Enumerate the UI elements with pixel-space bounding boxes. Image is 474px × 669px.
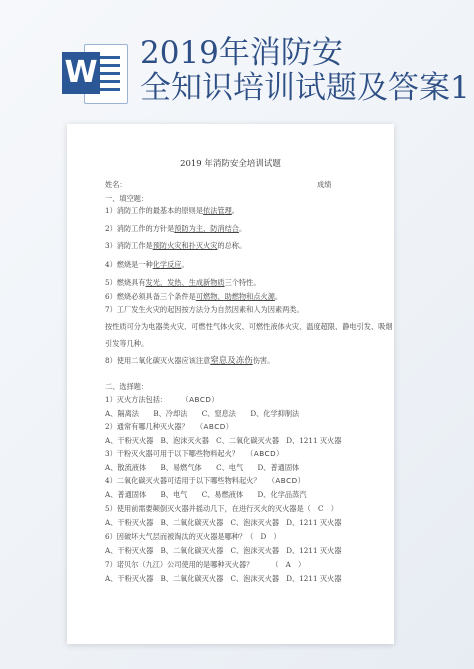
question-7: 7）工厂发生火灾的起因按方法分为自然因素和人为因素两类。 bbox=[105, 305, 304, 314]
section-fill-blank: 一、填空题： bbox=[105, 194, 149, 203]
choice-5: 5）使用前需要颠倒灭火器并摇动几下，在进行灭火的灭火器是（ C ） bbox=[105, 504, 338, 513]
q2-answer: 预防为主、防消结合 bbox=[174, 224, 239, 233]
q5-answer: 发光、发热、生成新物质 bbox=[145, 278, 225, 287]
document-title: 2019 年消防安全培训试题 bbox=[180, 159, 281, 169]
choice-7-options: A、干粉灭火器 B、二氧化碳灭火器 C、泡沫灭火器 D、1211 灭火器 bbox=[105, 574, 342, 583]
c1-text: 1）灭火方法包括： bbox=[105, 395, 168, 404]
c4-text: 4）二氧化碳灭火器可适用于以下哪些物料起火？ bbox=[105, 476, 261, 485]
q8-text: 8）使用二氧化碳灭火器应该注意 bbox=[105, 356, 211, 365]
choice-6-options: A、干粉灭火器 B、二氧化碳灭火器 C、泡沫灭火器 D、1211 灭火器 bbox=[105, 546, 342, 555]
choice-2-options: A、干粉灭火器 B、泡沫灭火器 C、二氧化碳灭火器 D、1211 灭火器 bbox=[105, 436, 342, 445]
c2-text: 2）通常有哪几种灭火器？ bbox=[105, 422, 189, 431]
word-document-icon bbox=[62, 40, 128, 104]
q1-text: 1）消防工作的最基本的原则是 bbox=[105, 206, 204, 215]
q1-answer: 依法管理 bbox=[203, 206, 232, 215]
q6-end: 。 bbox=[274, 292, 283, 301]
c4-answer: （ABCD） bbox=[267, 476, 306, 485]
choice-1 bbox=[105, 395, 219, 404]
question-8 bbox=[105, 356, 274, 366]
c3-answer: （ABCD） bbox=[246, 449, 284, 458]
choice-3 bbox=[105, 449, 284, 458]
question-7-line-3: 引发等几种。 bbox=[105, 339, 149, 348]
document-page bbox=[67, 124, 394, 644]
score-label: 成绩 bbox=[317, 180, 332, 189]
q4-end: 。 bbox=[181, 260, 189, 269]
choice-1-options: A、隔离法 B、冷却法 C、窒息法 D、化学抑制法 bbox=[105, 409, 300, 418]
title-line-1: 2019年消防安 bbox=[140, 35, 343, 71]
q4-text: 4）燃烧是一种 bbox=[105, 260, 153, 269]
q3-end: 的总称。 bbox=[217, 241, 247, 250]
word-icon-letter: W bbox=[62, 52, 100, 94]
question-2 bbox=[105, 224, 246, 233]
choice-4-options: A、普通固体 B、电气 C、易燃液体 D、化学品蒸汽 bbox=[105, 490, 307, 499]
name-label: 姓名： bbox=[105, 180, 127, 189]
q3-answer: 预防火灾和扑灭火灾 bbox=[152, 241, 218, 250]
choice-5-options: A、干粉灭火器 B、二氧化碳灭火器 C、泡沫灭火器 D、1211 灭火器 bbox=[105, 518, 342, 527]
question-1 bbox=[105, 206, 239, 215]
c2-answer: （ABCD） bbox=[195, 422, 234, 431]
q6-text: 6）燃烧必须具备三个条件是 bbox=[105, 292, 196, 301]
choice-2 bbox=[105, 422, 233, 431]
question-4 bbox=[105, 260, 189, 269]
c3-text: 3）干粉灭火器可用于以下哪些物料起火？ bbox=[105, 449, 239, 458]
question-7-line-2: 按性质可分为电器类火灾、可燃性气体火灾、可燃性液体火灾、温度超限、静电引发、吸烟 bbox=[105, 322, 393, 331]
q2-end: 。 bbox=[238, 224, 247, 233]
choice-4 bbox=[105, 476, 305, 485]
q5-end: 三个特性。 bbox=[224, 278, 261, 287]
title-line-2: 全知识培训试题及答案1 bbox=[140, 70, 470, 106]
c1-answer: （ABCD） bbox=[181, 395, 220, 404]
choice-7: 7）诺贝尔（九江）公司使用的是哪种灭火器？ （ A ） bbox=[105, 560, 306, 569]
q1-end: 。 bbox=[231, 206, 239, 215]
q2-text: 2）消防工作的方针是 bbox=[105, 224, 175, 233]
page-title bbox=[140, 36, 474, 106]
q4-answer: 化学反应 bbox=[152, 260, 182, 269]
q5-text: 5）燃烧具有 bbox=[105, 278, 146, 287]
q8-answer: 窒息及冻伤 bbox=[210, 356, 253, 366]
question-5 bbox=[105, 278, 261, 287]
q3-text: 3）消防工作是 bbox=[105, 241, 153, 250]
q8-end: 伤害。 bbox=[252, 356, 275, 365]
hero-banner bbox=[0, 0, 474, 110]
question-6 bbox=[105, 292, 282, 301]
question-3 bbox=[105, 241, 246, 250]
q6-answer: 可燃物、助燃物和点火源 bbox=[195, 292, 275, 301]
section-choice: 二、选择题： bbox=[105, 382, 149, 391]
choice-3-options: A、散流液体 B、易燃气体 C、电气 D、普通固体 bbox=[105, 463, 300, 472]
choice-6: 6）因破坏大气层而被淘汰的灭火器是哪种？（ D ） bbox=[105, 532, 281, 541]
